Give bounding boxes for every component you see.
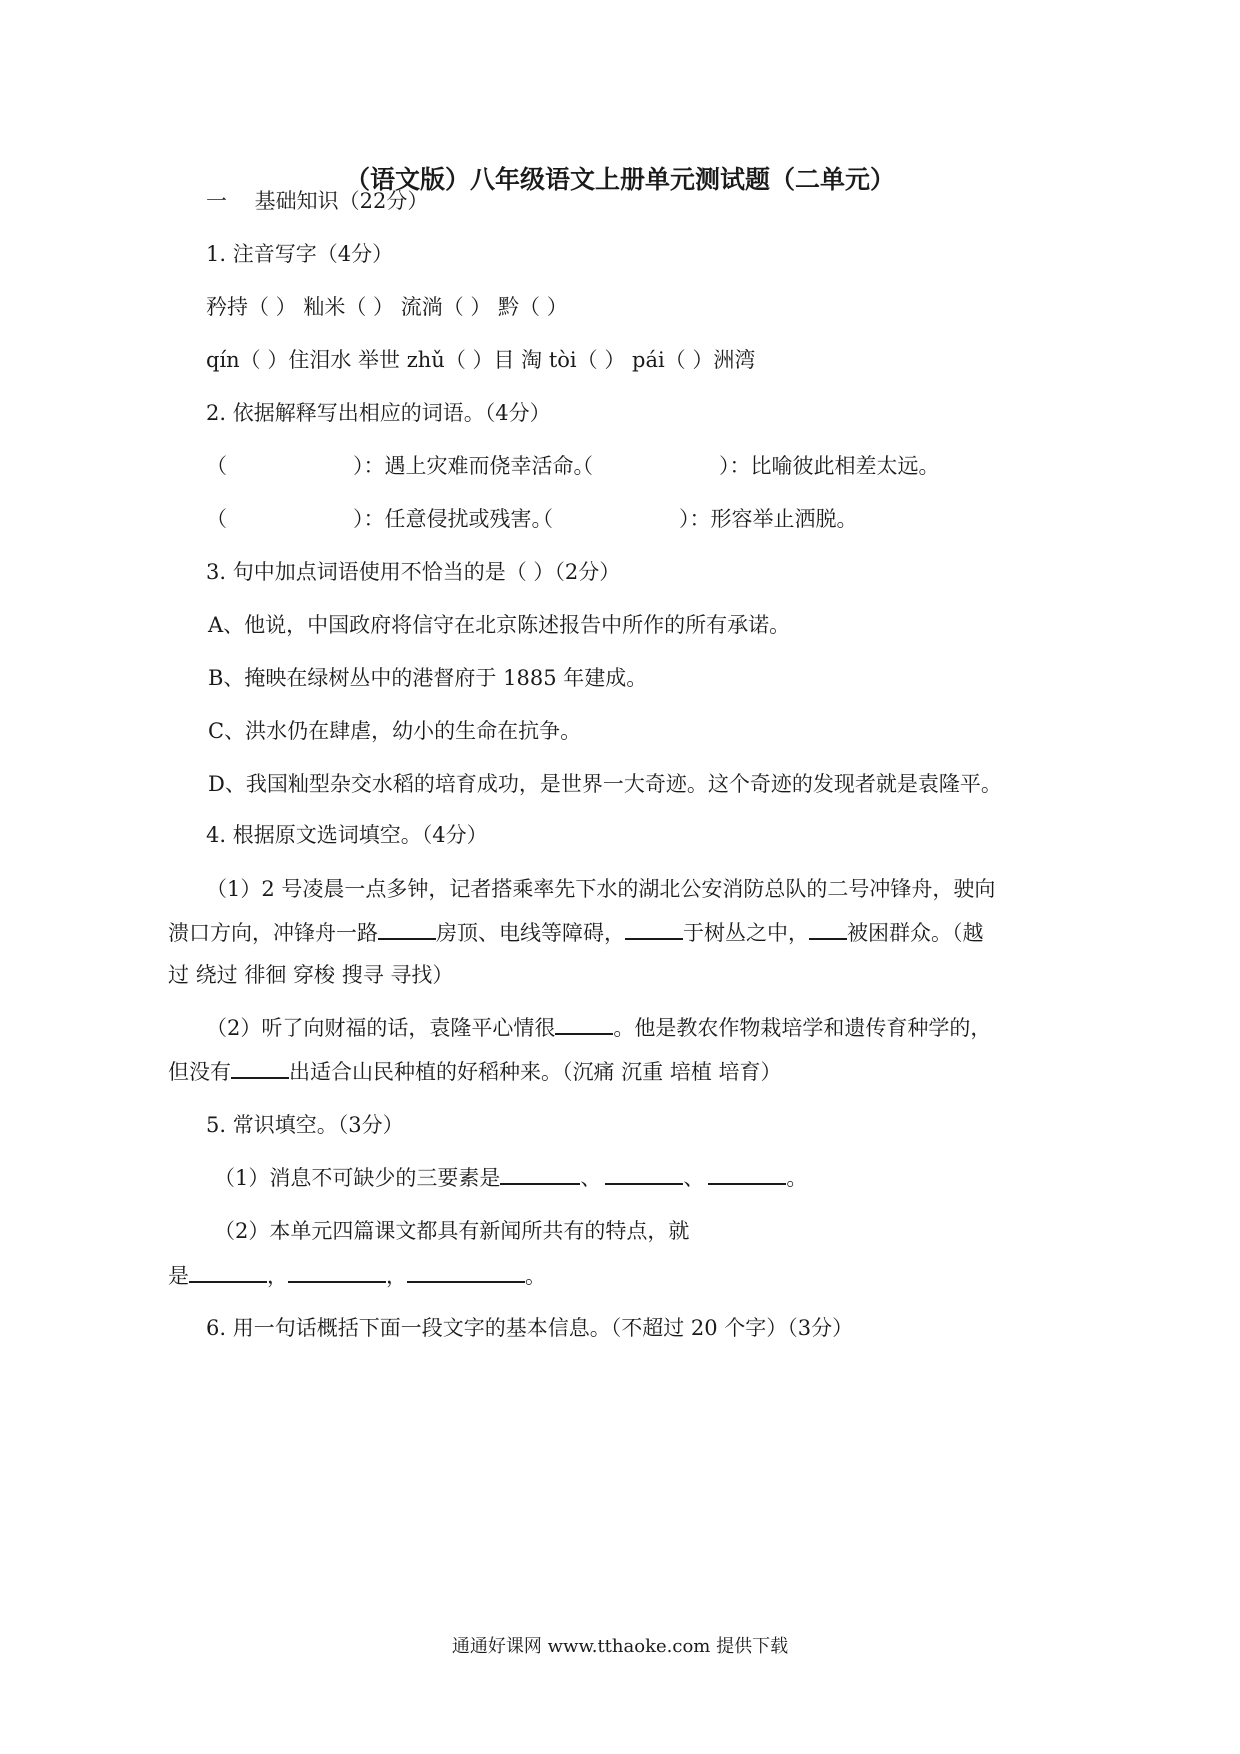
option-b: B、掩映在绿树丛中的港督府于 1885 年建成。 — [208, 666, 648, 690]
question-1-heading: 1. 注音写字（4分） — [206, 242, 394, 266]
question-4-paragraph-1: （1）2 号凌晨一点多钟，记者搭乘率先下水的湖北公安消防总队的二号冲锋舟，驶向 — [206, 877, 996, 901]
answer-blank[interactable] — [625, 918, 683, 940]
text: 溃口方向，冲锋舟一路 — [168, 921, 378, 945]
answer-blank[interactable] — [809, 918, 847, 940]
answer-blank[interactable] — [605, 1163, 683, 1185]
question-3-heading: 3. 句中加点词语使用不恰当的是（ ）（2分） — [206, 560, 621, 584]
comma: ， — [267, 1264, 288, 1288]
period: 。 — [786, 1166, 808, 1190]
answer-blank[interactable] — [378, 918, 436, 940]
question-2-item: （ ）：比喻彼此相差太远。 — [572, 454, 940, 478]
text: 出适合山民种植的好稻种来。（沉痛 沉重 培植 培育） — [289, 1060, 782, 1084]
comma: ， — [386, 1264, 407, 1288]
answer-blank[interactable] — [708, 1163, 786, 1185]
answer-blank[interactable] — [189, 1261, 267, 1283]
question-2-heading: 2. 依据解释写出相应的词语。（4分） — [206, 401, 551, 425]
page-title: （语文版）八年级语文上册单元测试题（二单元） — [344, 165, 895, 194]
question-5-part-2: （2）本单元四篇课文都具有新闻所共有的特点，就 — [214, 1219, 690, 1243]
question-4-word-bank-1: 过 绕过 徘徊 穿梭 搜寻 寻找） — [168, 963, 454, 987]
answer-blank[interactable] — [555, 1013, 613, 1035]
question-4-heading: 4. 根据原文选词填空。（4分） — [206, 823, 488, 847]
text: 被困群众。（越 — [847, 921, 984, 945]
page-footer: 通通好课网 www.tthaoke.com 提供下载 — [451, 1636, 789, 1657]
question-5-part-1 — [214, 1163, 807, 1193]
text: 但没有 — [168, 1060, 231, 1084]
question-5-part-2-line-2 — [168, 1261, 546, 1291]
text: （2）听了向财福的话，袁隆平心情很 — [206, 1016, 556, 1040]
question-2-item: （ ）：形容举止洒脱。 — [532, 507, 858, 531]
question-5-heading: 5. 常识填空。（3分） — [206, 1113, 404, 1137]
question-6-heading: 6. 用一句话概括下面一段文字的基本信息。（不超过 20 个字）（3分） — [206, 1316, 854, 1340]
question-2-item: （ ）：遇上灾难而侥幸活命。 — [206, 454, 595, 478]
text: （1）消息不可缺少的三要素是 — [214, 1166, 501, 1190]
separator: 、 — [683, 1166, 705, 1190]
question-4-paragraph-2-line-2 — [168, 1057, 782, 1087]
question-4-paragraph-1-line-2 — [168, 918, 984, 948]
answer-blank[interactable] — [288, 1261, 386, 1283]
answer-blank[interactable] — [231, 1057, 289, 1079]
answer-blank[interactable] — [500, 1163, 580, 1185]
text: 房顶、电线等障碍， — [436, 921, 625, 945]
text: 。他是教农作物栽培学和遗传育种学的， — [613, 1016, 992, 1040]
separator: 、 — [580, 1166, 602, 1190]
option-d: D、我国籼型杂交水稻的培育成功，是世界一大奇迹。这个奇迹的发现者就是袁隆平。 — [208, 772, 1002, 796]
section-heading: 一 基础知识（22分） — [206, 189, 429, 213]
question-4-paragraph-2 — [206, 1013, 991, 1043]
text: 于树丛之中， — [683, 921, 809, 945]
text: 是 — [168, 1264, 189, 1288]
answer-blank[interactable] — [407, 1261, 525, 1283]
option-a: A、他说，中国政府将信守在北京陈述报告中所作的所有承诺。 — [208, 613, 791, 637]
question-2-item: （ ）：任意侵扰或残害。 — [206, 507, 553, 531]
question-1-line-1: 矜持（ ） 籼米（ ） 流淌（ ） 黔（ ） — [206, 295, 568, 319]
period: 。 — [525, 1264, 546, 1288]
question-1-line-2: qín（ ）住泪水 举世 zhǔ（ ）目 淘 tòi（ ） pái（ ）洲湾 — [206, 348, 756, 372]
option-c: C、洪水仍在肆虐，幼小的生命在抗争。 — [208, 719, 582, 743]
